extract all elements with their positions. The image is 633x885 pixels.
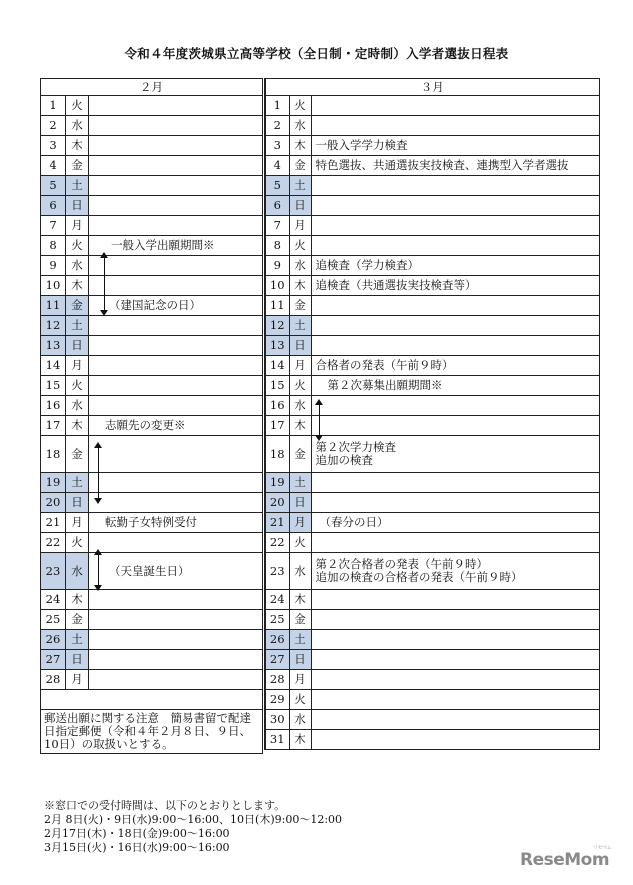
table-row [265,316,599,336]
weekday-cell: 木 [289,136,311,156]
event-cell [89,670,263,690]
table-row [41,256,263,276]
day-cell: 6 [41,196,66,216]
weekday-cell: 土 [289,630,311,650]
event-cell [311,553,599,590]
event-cell [311,156,599,176]
day-cell: 12 [41,316,66,336]
event-text: 第２次学力検査 [315,440,396,454]
weekday-cell: 火 [66,96,89,116]
event-cell [89,473,263,493]
event-cell [89,256,263,276]
day-cell: 27 [41,650,66,670]
table-row [265,176,599,196]
event-cell [311,196,599,216]
february-table [40,78,263,754]
event-text: 合格者の発表（午前９時） [315,358,454,372]
weekday-cell: 木 [66,416,89,436]
table-row [265,473,599,493]
weekday-cell: 木 [66,590,89,610]
mail-application-note: 郵送出願に関する注意 簡易書留で配達日指定郵便（令和４年２月８日、９日、10日）の取扱いとする。 [41,710,263,754]
weekday-cell: 火 [289,236,311,256]
day-cell: 13 [265,336,289,356]
event-text: 志願先の変更※ [105,418,186,432]
day-cell: 30 [265,710,289,730]
event-cell [311,513,599,533]
weekday-cell: 木 [289,416,311,436]
event-cell [89,316,263,336]
weekday-cell: 水 [66,553,89,590]
weekday-cell: 水 [66,116,89,136]
day-cell: 16 [265,396,289,416]
day-cell: 19 [265,473,289,493]
table-row [41,610,263,630]
empty-cell [41,690,263,710]
event-cell [89,553,263,590]
weekday-cell: 火 [66,236,89,256]
event-cell [311,136,599,156]
day-cell: 11 [41,296,66,316]
day-cell: 27 [265,650,289,670]
day-cell: 25 [41,610,66,630]
weekday-cell: 日 [289,493,311,513]
table-row [41,236,263,256]
day-cell: 16 [41,396,66,416]
weekday-cell: 水 [289,256,311,276]
weekday-cell: 火 [289,690,311,710]
table-row [265,356,599,376]
event-cell [311,630,599,650]
event-cell [311,336,599,356]
table-row [41,630,263,650]
event-text: 一般入学学力検査 [315,138,408,152]
weekday-cell: 土 [66,176,89,196]
weekday-cell: 火 [289,376,311,396]
table-row [41,316,263,336]
day-cell: 14 [41,356,66,376]
event-cell [89,296,263,316]
event-cell [311,610,599,630]
day-cell: 18 [41,436,66,473]
page-title: 令和４年度茨城県立高等学校（全日制・定時制）入学者選抜日程表 [124,46,509,61]
event-cell [311,276,599,296]
footer-line: 3月15日(火)・16日(水)9:00～16:00 [44,841,230,854]
weekday-cell: 木 [66,276,89,296]
day-cell: 24 [41,590,66,610]
event-text: （建国記念の日） [109,298,201,312]
table-row [265,553,599,590]
weekday-cell: 土 [289,316,311,336]
day-cell: 28 [41,670,66,690]
day-cell: 15 [41,376,66,396]
weekday-cell: 土 [66,316,89,336]
table-row [265,610,599,630]
logo-sub: リセマム [593,845,612,851]
day-cell: 7 [41,216,66,236]
table-row [41,670,263,690]
table-row [265,196,599,216]
day-cell: 31 [265,730,289,750]
table-row [41,533,263,553]
event-cell [89,650,263,670]
event-cell [89,196,263,216]
table-row [41,96,263,116]
table-row [41,156,263,176]
day-cell: 5 [265,176,289,196]
weekday-cell: 水 [66,256,89,276]
day-cell: 10 [41,276,66,296]
day-cell: 17 [265,416,289,436]
day-cell: 26 [41,630,66,650]
event-cell [89,96,263,116]
weekday-cell: 日 [66,336,89,356]
table-row [265,116,599,136]
day-cell: 3 [41,136,66,156]
weekday-cell: 火 [289,533,311,553]
event-cell [89,493,263,513]
table-row [265,436,599,473]
event-cell [311,670,599,690]
event-cell [311,316,599,336]
event-cell [311,730,599,750]
weekday-cell: 月 [289,670,311,690]
day-cell: 10 [265,276,289,296]
event-cell [89,276,263,296]
table-row [41,196,263,216]
weekday-cell: 土 [66,630,89,650]
weekday-cell: 土 [66,473,89,493]
weekday-cell: 土 [289,473,311,493]
event-text: 追検査（共通選抜実技検査等） [315,278,477,292]
weekday-cell: 日 [66,493,89,513]
table-row [41,136,263,156]
weekday-cell: 金 [66,610,89,630]
day-cell: 1 [265,96,289,116]
event-cell [311,296,599,316]
event-cell [311,493,599,513]
event-cell [89,436,263,473]
day-cell: 19 [41,473,66,493]
table-row [265,690,599,710]
day-cell: 20 [41,493,66,513]
weekday-cell: 月 [66,356,89,376]
day-cell: 4 [265,156,289,176]
footer-notes [44,799,342,855]
day-cell: 9 [41,256,66,276]
weekday-cell: 月 [289,356,311,376]
feb-change-period-arrow [94,442,104,504]
event-cell [89,216,263,236]
event-cell [311,236,599,256]
feb-application-period-arrow [100,252,110,316]
event-cell [311,216,599,236]
event-cell [89,336,263,356]
table-row [265,590,599,610]
weekday-cell: 月 [66,513,89,533]
day-cell: 21 [41,513,66,533]
event-cell [89,590,263,610]
day-cell: 9 [265,256,289,276]
day-cell: 8 [265,236,289,256]
table-row [41,296,263,316]
event-text: （天皇誕生日） [109,563,190,578]
event-cell [89,156,263,176]
table-row [265,236,599,256]
table-row [265,710,599,730]
event-cell [311,710,599,730]
weekday-cell: 木 [66,136,89,156]
event-cell [89,176,263,196]
day-cell: 15 [265,376,289,396]
event-cell [89,356,263,376]
weekday-cell: 日 [289,196,311,216]
event-text: 第２次募集出願期間※ [327,378,443,392]
weekday-cell: 水 [289,710,311,730]
table-row [265,96,599,116]
day-cell: 21 [265,513,289,533]
day-cell: 2 [41,116,66,136]
event-cell [311,176,599,196]
weekday-cell: 日 [66,650,89,670]
table-row [41,216,263,236]
day-cell: 29 [265,690,289,710]
table-row [41,396,263,416]
table-row [41,276,263,296]
weekday-cell: 水 [66,396,89,416]
weekday-cell: 木 [289,590,311,610]
weekday-cell: 月 [66,216,89,236]
day-cell: 22 [41,533,66,553]
day-cell: 6 [265,196,289,216]
feb-transfer-period-arrow [94,549,104,591]
table-row [41,513,263,533]
event-cell [89,116,263,136]
day-cell: 14 [265,356,289,376]
weekday-cell: 金 [66,156,89,176]
event-cell [89,533,263,553]
event-cell [89,610,263,630]
weekday-cell: 金 [66,436,89,473]
day-cell: 2 [265,116,289,136]
table-row [41,336,263,356]
weekday-cell: 月 [66,670,89,690]
day-cell: 24 [265,590,289,610]
weekday-cell: 水 [289,553,311,590]
day-cell: 28 [265,670,289,690]
table-row [41,436,263,473]
event-text: 追検査（学力検査） [315,258,419,272]
footer-line: 2月17日(木)・18日(金)9:00～16:00 [44,827,230,840]
table-row [265,256,599,276]
weekday-cell: 水 [289,396,311,416]
day-cell: 23 [41,553,66,590]
table-row [265,513,599,533]
event-cell [311,590,599,610]
table-row [265,493,599,513]
resemom-logo: ReseMom リセマム [520,845,612,870]
day-cell: 5 [41,176,66,196]
event-cell [311,690,599,710]
day-cell: 8 [41,236,66,256]
table-row [265,376,599,396]
event-cell [311,96,599,116]
day-cell: 12 [265,316,289,336]
event-cell [89,513,263,533]
table-row [265,216,599,236]
weekday-cell: 金 [289,610,311,630]
event-cell [89,236,263,256]
weekday-cell: 火 [66,533,89,553]
footer-line: 2月 8日(火)・9日(水)9:00～16:00、10日(木)9:00～12:00 [44,813,343,826]
day-cell: 22 [265,533,289,553]
table-row [265,650,599,670]
event-cell [311,473,599,493]
weekday-cell: 木 [289,276,311,296]
event-text: （春分の日） [319,515,389,529]
event-cell [311,650,599,670]
event-cell [89,630,263,650]
day-cell: 18 [265,436,289,473]
weekday-cell: 金 [289,156,311,176]
weekday-cell: 金 [289,436,311,473]
day-cell: 3 [265,136,289,156]
table-row [265,336,599,356]
table-row [41,650,263,670]
event-cell [311,256,599,276]
event-cell [311,116,599,136]
weekday-cell: 金 [66,296,89,316]
event-text-second: 追加の検査 [315,453,373,467]
table-row [265,730,599,750]
table-row [265,156,599,176]
event-cell [89,376,263,396]
table-row [41,116,263,136]
day-cell: 7 [265,216,289,236]
mar-second-application-arrow [315,399,325,441]
table-row [265,533,599,553]
weekday-cell: 日 [66,196,89,216]
weekday-cell: 水 [289,116,311,136]
table-row [265,276,599,296]
event-cell [311,396,599,416]
event-text-second: 追加の検査の合格者の発表（午前９時） [315,570,523,584]
table-row [41,553,263,590]
table-row [41,356,263,376]
event-cell [311,533,599,553]
weekday-cell: 月 [289,216,311,236]
event-text: 転勤子女特例受付 [105,515,197,529]
event-cell [311,376,599,396]
weekday-cell: 日 [289,650,311,670]
table-row [265,136,599,156]
day-cell: 17 [41,416,66,436]
feb-month-header: ２月 [41,79,263,96]
mar-month-header: ３月 [265,79,599,96]
table-row [41,376,263,396]
table-row [265,296,599,316]
weekday-cell: 土 [289,176,311,196]
event-cell [311,436,599,473]
day-cell: 25 [265,610,289,630]
table-row [41,416,263,436]
weekday-cell: 火 [66,376,89,396]
event-text: 一般入学出願期間※ [111,238,215,252]
table-row [265,630,599,650]
event-cell [89,416,263,436]
table-row [41,176,263,196]
event-cell [311,416,599,436]
table-row [41,473,263,493]
weekday-cell: 木 [289,730,311,750]
day-cell: 11 [265,296,289,316]
table-row [41,493,263,513]
event-cell [89,136,263,156]
day-cell: 1 [41,96,66,116]
day-cell: 26 [265,630,289,650]
weekday-cell: 火 [289,96,311,116]
weekday-cell: 金 [289,296,311,316]
day-cell: 4 [41,156,66,176]
table-row [265,670,599,690]
event-cell [311,356,599,376]
weekday-cell: 日 [289,336,311,356]
event-text: 第２次合格者の発表（午前９時） [315,557,488,571]
event-cell [89,396,263,416]
weekday-cell: 月 [289,513,311,533]
footer-line: ※窓口での受付時間は、以下のとおりとします。 [44,799,286,812]
day-cell: 20 [265,493,289,513]
event-text: 特色選抜、共通選抜実技検査、連携型入学者選抜 [315,158,569,172]
day-cell: 13 [41,336,66,356]
table-row [41,590,263,610]
day-cell: 23 [265,553,289,590]
